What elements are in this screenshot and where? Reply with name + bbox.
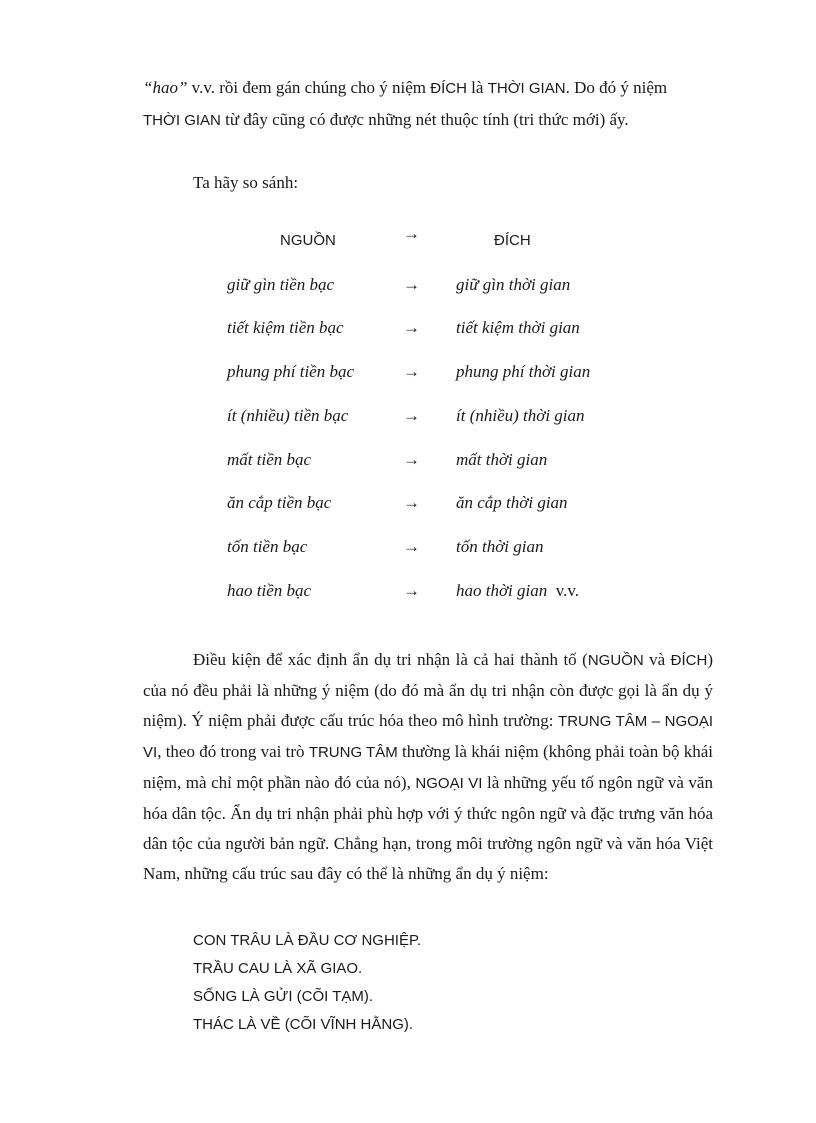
mapping-target: tiết kiệm thời gian (456, 318, 580, 337)
mapping-row (0, 362, 816, 392)
intro-text: là (466, 78, 488, 97)
intro-term-dich: ĐÍCH (430, 80, 467, 97)
mapping-target: ăn cắp thời gian (456, 493, 568, 512)
table-header-source: NGUỒN (280, 232, 336, 249)
intro-term-thoi-gian: THỜI GIAN (487, 80, 566, 97)
mapping-row (0, 537, 816, 567)
arrow-icon: → (403, 450, 420, 469)
intro-text: từ đây cũng có được những nét thuộc tính (tri thức mới) ấy. (220, 110, 629, 129)
mapping-row (0, 275, 816, 305)
mapping-target: hao thời gian v.v. (456, 581, 580, 600)
mapping-source: ăn cắp tiền bạc (227, 493, 332, 512)
mapping-source: tiết kiệm tiền bạc (227, 318, 344, 337)
mapping-source: phung phí tiền bạc (227, 362, 355, 381)
arrow-icon: → (403, 537, 420, 556)
mapping-source: mất tiền bạc (227, 450, 312, 469)
mapping-source: tốn tiền bạc (227, 537, 308, 556)
arrow-icon: → (403, 362, 420, 381)
intro-text: . Do đó ý niệm (565, 78, 668, 97)
example-line: TRẦU CAU LÀ XÃ GIAO. (193, 960, 363, 977)
arrow-icon: → (403, 406, 420, 425)
body-paragraph: Điều kiện để xác định ẩn dụ tri nhận là cả hai thành tố (NGUỒN và ĐÍCH) của nó đều phải là những ý niệm (do đó mà ẩn dụ tri nhận còn được gọi là ẩn dụ ý niệm). Ý niệm phải được cấu trúc hóa theo mô hình trường: TRUNG TÂM – NGOẠI VI, theo đó trong vai trò TRUNG TÂM thường là khái niệm (không phải toàn bộ khái niệm, mà chỉ một phần nào đó của nó), NGOẠI VI là những yếu tố ngôn ngữ và văn hóa dân tộc. Ẩn dụ tri nhận phải phù hợp với ý thức ngôn ngữ và đặc trưng văn hóa dân tộc của người bản ngữ. Chẳng hạn, trong môi trường ngôn ngữ và văn hóa Việt Nam, những cấu trúc sau đây có thể là những ẩn dụ ý niệm: (143, 650, 713, 883)
intro-term-thoi-gian: THỜI GIAN (143, 112, 221, 129)
term-ngoai-vi: NGOẠI VI (415, 775, 483, 792)
mapping-row (0, 581, 816, 611)
mapping-row (0, 318, 816, 348)
metaphor-examples (193, 927, 421, 1039)
compare-label: Ta hãy so sánh: (193, 173, 299, 192)
term-trung-tam-ngoai-vi: TRUNG TÂM – NGOẠI VI (143, 713, 713, 761)
intro-line-2 (143, 110, 629, 130)
arrow-icon: → (403, 318, 420, 337)
mapping-source: ít (nhiều) tiền bạc (227, 406, 349, 425)
table-header-arrow: → (403, 224, 420, 243)
example-line: CON TRÂU LÀ ĐẦU CƠ NGHIỆP. (193, 932, 422, 949)
arrow-icon: → (403, 493, 420, 512)
example-line: SỐNG LÀ GỬI (CÕI TẠM). (193, 988, 374, 1005)
example-line: THÁC LÀ VỀ (CÕI VĨNH HẰNG). (193, 1016, 414, 1033)
term-dich: ĐÍCH (670, 652, 708, 669)
mapping-source: giữ gìn tiền bạc (227, 275, 335, 294)
intro-line-1 (143, 78, 667, 98)
term-trung-tam: TRUNG TÂM (308, 744, 398, 761)
intro-italic-word: “hao” (143, 78, 188, 97)
mapping-target: ít (nhiều) thời gian (456, 406, 585, 425)
mapping-row (0, 493, 816, 523)
table-header-target: ĐÍCH (494, 232, 531, 249)
mapping-target: phung phí thời gian (456, 362, 591, 381)
intro-text: v.v. rồi đem gán chúng cho ý niệm (187, 78, 431, 97)
mapping-target: giữ gìn thời gian (456, 275, 571, 294)
mapping-row (0, 406, 816, 436)
arrow-icon: → (403, 275, 420, 294)
arrow-icon: → (403, 581, 420, 600)
mapping-row (0, 450, 816, 480)
mapping-source: hao tiền bạc (227, 581, 312, 600)
mapping-target: mất thời gian (456, 450, 548, 469)
term-nguon: NGUỒN (587, 652, 644, 669)
mapping-target: tốn thời gian (456, 537, 544, 556)
